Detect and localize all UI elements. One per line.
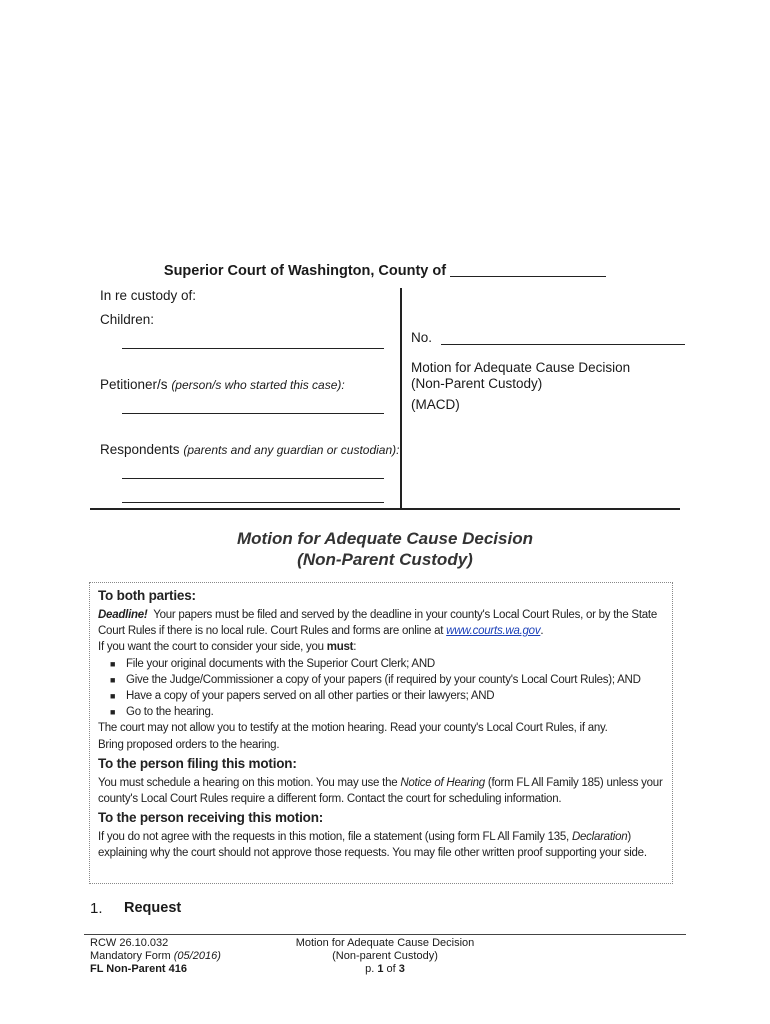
footer-left [90,937,221,977]
notice-box [89,582,673,884]
children-name-line[interactable] [122,348,384,349]
footer-form-id: FL Non-Parent 416 [90,963,187,976]
petitioners-label: Petitioner/s (person/s who started this case): [100,377,345,392]
footer-page-number: p. 1 of 3 [365,963,405,976]
caption-bottom-rule [90,508,680,510]
form-title-line-3: (MACD) [411,397,460,412]
footer-center [250,937,520,977]
filing-paragraph: You must schedule a hearing on this motion. You may use the Notice of Hearing (form FL All Family 185) unless your county's Local Court Rules require a different form. Contact the court for scheduling information. [98,776,663,806]
list-item: ■ Go to the hearing. [110,706,214,719]
footer-mandatory: Mandatory Form (05/2016) [90,950,221,963]
respondent-name-line-2[interactable] [122,502,384,503]
children-label: Children: [100,312,155,327]
caption-vertical-divider [400,288,402,510]
deadline-paragraph: Deadline! Your papers must be filed and served by the deadline in your county's Local Court Rules, or by the State Court Rules if there is no local rule. Court Rules and forms are online at www.courts.wa.gov. [98,609,658,638]
case-number-line[interactable] [441,344,685,345]
footer-form-subtitle: (Non-parent Custody) [332,950,438,963]
list-item: ■ Have a copy of your papers served on all other parties or their lawyers; AND [110,690,495,703]
list-item: ■ Give the Judge/Commissioner a copy of your papers (if required by your county's Local Court Rules); AND [110,673,641,686]
section-title: Request [124,900,182,916]
court-title: Superior Court of Washington, County of [0,262,770,279]
testify-paragraph: The court may not allow you to testify at the motion hearing. Read your county's Local Court Rules, if any. [98,722,608,735]
orders-paragraph: Bring proposed orders to the hearing. [98,738,280,751]
receiving-paragraph: If you do not agree with the requests in this motion, file a statement (using form FL All Family 135, Declaration) explaining why the court should not approve those requests. You may file other written proof supporting your side. [98,831,647,860]
form-title-line-2: (Non-Parent Custody) [411,376,543,391]
case-number-label: No. [411,330,433,345]
both-parties-heading: To both parties: [98,588,196,603]
document-heading [0,528,770,570]
footer-rule [84,934,686,935]
section-number: 1. [90,900,103,917]
document-heading-line-2: (Non-Parent Custody) [297,550,473,569]
footer-rcw: RCW 26.10.032 [90,937,169,949]
respondent-name-line-1[interactable] [122,478,384,479]
filing-heading: To the person filing this motion: [98,755,297,771]
form-title-line-1: Motion for Adequate Cause Decision [411,360,631,375]
document-heading-line-1: Motion for Adequate Cause Decision [237,529,533,548]
receiving-heading: To the person receiving this motion: [98,810,324,826]
courts-link[interactable]: www.courts.wa.gov [446,625,541,638]
in-re-label: In re custody of: [100,288,197,303]
list-item: ■ File your original documents with the Superior Court Clerk; AND [110,657,435,670]
consider-paragraph: If you want the court to consider your side, you must: [98,641,357,654]
footer-form-title: Motion for Adequate Cause Decision [295,937,475,949]
county-blank[interactable] [450,262,606,277]
petitioner-name-line[interactable] [122,413,384,414]
requirements-list [98,656,664,721]
respondents-label: Respondents (parents and any guardian or custodian): [100,442,400,457]
